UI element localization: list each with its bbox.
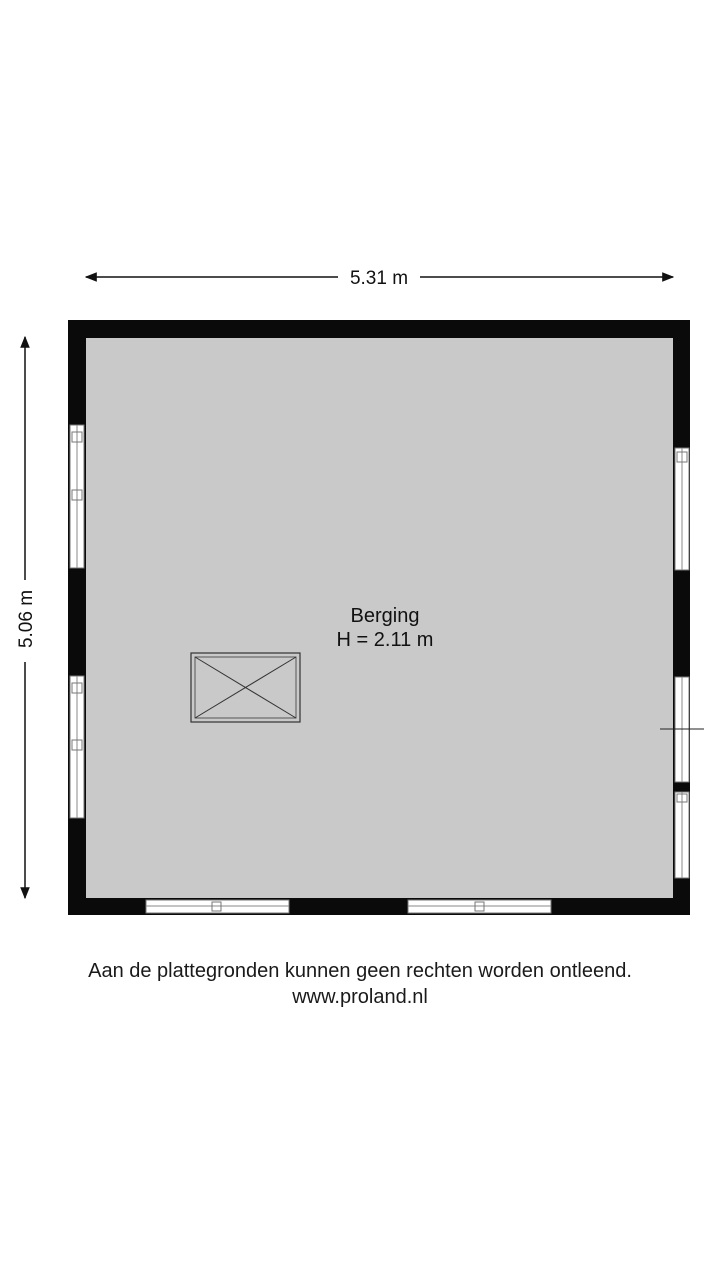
hatch-opening	[191, 653, 300, 722]
window-right-upper	[675, 448, 689, 570]
window-bottom-left	[146, 900, 289, 913]
footer	[0, 958, 720, 1010]
height-label: 5.06 m	[16, 589, 37, 649]
room-name: Berging	[350, 605, 420, 627]
height-dimension	[16, 337, 37, 898]
window-left-lower	[70, 676, 84, 818]
window-bottom-right	[408, 900, 551, 913]
width-label: 5.31 m	[349, 268, 409, 289]
window-right-lower	[675, 792, 689, 878]
website-text: www.proland.nl	[292, 986, 428, 1008]
room-height: H = 2.11 m	[336, 629, 434, 651]
window-left-upper	[70, 425, 84, 568]
disclaimer-text: Aan de plattegronden kunnen geen rechten worden ontleend.	[88, 960, 632, 982]
width-dimension	[86, 268, 673, 289]
